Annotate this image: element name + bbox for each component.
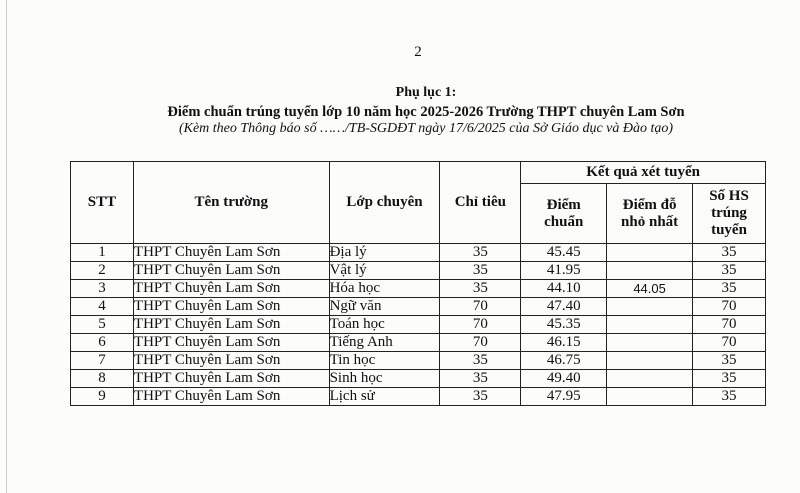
cell-quota: 35 bbox=[440, 388, 521, 406]
cell-class: Tin học bbox=[329, 352, 440, 370]
cell-score: 47.95 bbox=[521, 388, 607, 406]
cell-school: THPT Chuyên Lam Sơn bbox=[133, 316, 329, 334]
cell-class: Hóa học bbox=[329, 280, 440, 298]
cell-score: 47.40 bbox=[521, 298, 607, 316]
cell-count: 35 bbox=[693, 244, 766, 262]
table-row bbox=[71, 298, 766, 316]
header-school: Tên trường bbox=[133, 162, 329, 244]
header-stt: STT bbox=[71, 162, 134, 244]
cell-quota: 35 bbox=[440, 352, 521, 370]
cell-score: 49.40 bbox=[521, 370, 607, 388]
cell-school: THPT Chuyên Lam Sơn bbox=[133, 370, 329, 388]
cell-class: Sinh học bbox=[329, 370, 440, 388]
table-row bbox=[71, 262, 766, 280]
cell-stt: 7 bbox=[71, 352, 134, 370]
cell-school: THPT Chuyên Lam Sơn bbox=[133, 262, 329, 280]
header-count-line2: trúng bbox=[711, 205, 747, 221]
cell-count: 35 bbox=[693, 352, 766, 370]
page-edge bbox=[6, 0, 7, 493]
cell-class: Tiếng Anh bbox=[329, 334, 440, 352]
document-subtitle: (Kèm theo Thông báo số ……/TB-SGDĐT ngày 17/6/2025 của Sở Giáo dục và Đào tạo) bbox=[178, 121, 674, 136]
header-min-line2: nhỏ nhất bbox=[621, 213, 679, 230]
cell-count: 35 bbox=[693, 370, 766, 388]
header-score-line1: Điểm bbox=[546, 196, 581, 213]
cell-min-score: 44.05 bbox=[607, 280, 693, 298]
cell-quota: 35 bbox=[440, 262, 521, 280]
header-score-line2: chuẩn bbox=[544, 213, 584, 230]
header-result-group: Kết quả xét tuyển bbox=[521, 162, 766, 184]
cell-school: THPT Chuyên Lam Sơn bbox=[133, 352, 329, 370]
cell-count: 35 bbox=[693, 280, 766, 298]
table-row bbox=[71, 280, 766, 298]
cell-score: 46.75 bbox=[521, 352, 607, 370]
table-row bbox=[71, 388, 766, 406]
cell-count: 35 bbox=[693, 388, 766, 406]
cell-count: 70 bbox=[693, 334, 766, 352]
cell-quota: 70 bbox=[440, 334, 521, 352]
cell-stt: 8 bbox=[71, 370, 134, 388]
cell-class: Lịch sử bbox=[329, 388, 440, 406]
table-row bbox=[71, 334, 766, 352]
cell-school: THPT Chuyên Lam Sơn bbox=[133, 388, 329, 406]
cell-score: 44.10 bbox=[521, 280, 607, 298]
table-row bbox=[71, 316, 766, 334]
header-min-line1: Điểm đỗ bbox=[622, 196, 677, 213]
header-score bbox=[521, 184, 607, 244]
cell-min-score bbox=[607, 262, 693, 280]
cell-score: 46.15 bbox=[521, 334, 607, 352]
cell-school: THPT Chuyên Lam Sơn bbox=[133, 244, 329, 262]
cell-class: Địa lý bbox=[329, 244, 440, 262]
header-count bbox=[693, 184, 766, 244]
cell-count: 35 bbox=[693, 262, 766, 280]
document-title: Điểm chuẩn trúng tuyển lớp 10 năm học 2025-2026 Trường THPT chuyên Lam Sơn bbox=[167, 104, 685, 120]
cell-quota: 70 bbox=[440, 316, 521, 334]
cell-stt: 6 bbox=[71, 334, 134, 352]
header-count-line1: Số HS bbox=[709, 188, 749, 204]
table-row bbox=[71, 370, 766, 388]
admission-scores-table bbox=[70, 161, 766, 406]
cell-stt: 1 bbox=[71, 244, 134, 262]
cell-min-score bbox=[607, 316, 693, 334]
header-class: Lớp chuyên bbox=[329, 162, 440, 244]
cell-quota: 35 bbox=[440, 370, 521, 388]
cell-quota: 35 bbox=[440, 280, 521, 298]
appendix-title: Phụ lục 1: bbox=[395, 85, 457, 100]
header-quota: Chỉ tiêu bbox=[440, 162, 521, 244]
cell-quota: 70 bbox=[440, 298, 521, 316]
cell-min-score bbox=[607, 388, 693, 406]
page-number: 2 bbox=[414, 44, 422, 60]
cell-min-score bbox=[607, 244, 693, 262]
cell-stt: 3 bbox=[71, 280, 134, 298]
cell-stt: 4 bbox=[71, 298, 134, 316]
cell-count: 70 bbox=[693, 298, 766, 316]
cell-stt: 5 bbox=[71, 316, 134, 334]
cell-class: Toán học bbox=[329, 316, 440, 334]
cell-quota: 35 bbox=[440, 244, 521, 262]
table-row bbox=[71, 244, 766, 262]
table-row bbox=[71, 352, 766, 370]
cell-stt: 2 bbox=[71, 262, 134, 280]
header-min-score bbox=[607, 184, 693, 244]
cell-count: 70 bbox=[693, 316, 766, 334]
cell-score: 41.95 bbox=[521, 262, 607, 280]
cell-class: Ngữ văn bbox=[329, 298, 440, 316]
cell-school: THPT Chuyên Lam Sơn bbox=[133, 334, 329, 352]
cell-school: THPT Chuyên Lam Sơn bbox=[133, 298, 329, 316]
cell-min-score bbox=[607, 352, 693, 370]
cell-min-score bbox=[607, 334, 693, 352]
cell-class: Vật lý bbox=[329, 262, 440, 280]
cell-min-score bbox=[607, 370, 693, 388]
header-count-line3: tuyển bbox=[711, 222, 747, 238]
cell-stt: 9 bbox=[71, 388, 134, 406]
cell-score: 45.45 bbox=[521, 244, 607, 262]
cell-score: 45.35 bbox=[521, 316, 607, 334]
cell-min-score bbox=[607, 298, 693, 316]
cell-school: THPT Chuyên Lam Sơn bbox=[133, 280, 329, 298]
